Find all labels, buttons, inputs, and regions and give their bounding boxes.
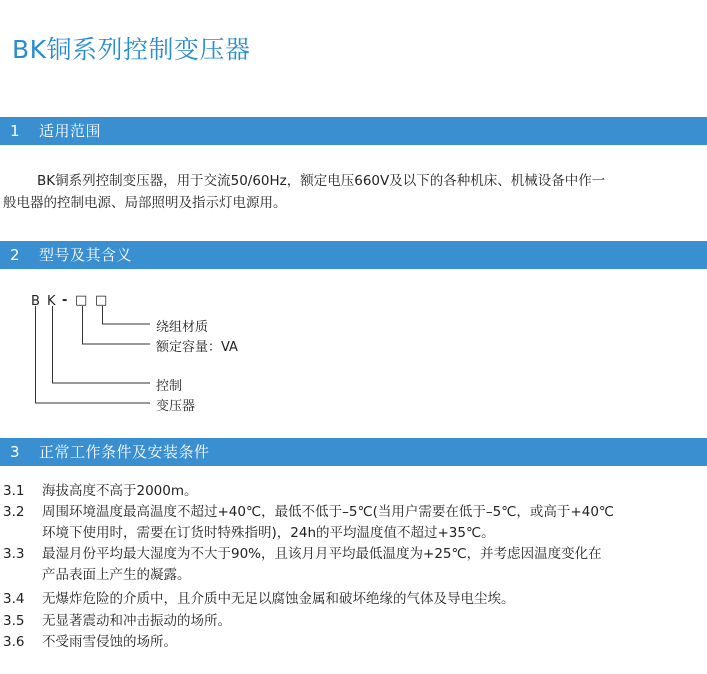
model-code-diagram [0,290,320,420]
code-box-1: □ [75,293,88,308]
section-number: 3 [10,443,20,461]
condition-number: 3.5 [3,613,25,629]
condition-text: 海拔高度不高于2000m。 [42,483,198,499]
section-header-scope [0,117,707,145]
code-letter-k: K [47,294,56,309]
label-winding-material: 绕组材质 [156,320,209,335]
condition-text: 无显著震动和冲击振动的场所。 [42,613,231,629]
condition-number: 3.3 [3,546,25,562]
connector-winding-material [103,306,151,324]
condition-number: 3.6 [3,634,25,650]
section-header-model [0,241,707,269]
code-box-2: □ [95,293,108,308]
connector-rated-capacity [83,306,151,344]
page-title: BK铜系列控制变压器 [12,35,251,64]
section-number: 2 [10,246,20,264]
condition-number: 3.4 [3,591,25,607]
code-dash: - [62,293,68,308]
section-header-conditions [0,438,707,466]
condition-text: 产品表面上产生的凝露。 [42,566,191,583]
condition-number: 3.2 [3,504,25,520]
label-transformer: 变压器 [156,399,196,414]
code-letter-b: B [31,294,40,309]
condition-text: 无爆炸危险的介质中，且介质中无足以腐蚀金属和破坏绝缘的气体及导电尘埃。 [42,591,515,607]
condition-text: 最湿月份平均最大湿度为不大于90%，且该月月平均最低温度为+25℃，并考虑因温度变化在 [42,546,602,562]
scope-line-1: BK铜系列控制变压器，用于交流50/60Hz，额定电压660V及以下的各种机床、机械设备中作一 [37,173,606,189]
section-number: 1 [10,122,20,140]
condition-number: 3.1 [3,483,25,499]
section-title: 正常工作条件及安装条件 [39,443,210,461]
label-rated-capacity: 额定容量：VA [156,340,238,355]
label-control: 控制 [156,379,183,394]
scope-paragraph [3,170,703,214]
scope-line-2: 般电器的控制电源、局部照明及指示灯电源用。 [3,195,287,211]
condition-text: 不受雨雪侵蚀的场所。 [42,634,177,650]
condition-text: 周围环境温度最高温度不超过+40℃，最低不低于–5℃(当用户需要在低于–5℃，或高于+40℃ [42,504,615,520]
section-title: 适用范围 [39,122,102,140]
condition-text: 环境下使用时，需要在订货时特殊指明)，24h的平均温度值不超过+35℃。 [42,524,495,541]
section-title: 型号及其含义 [39,246,133,264]
